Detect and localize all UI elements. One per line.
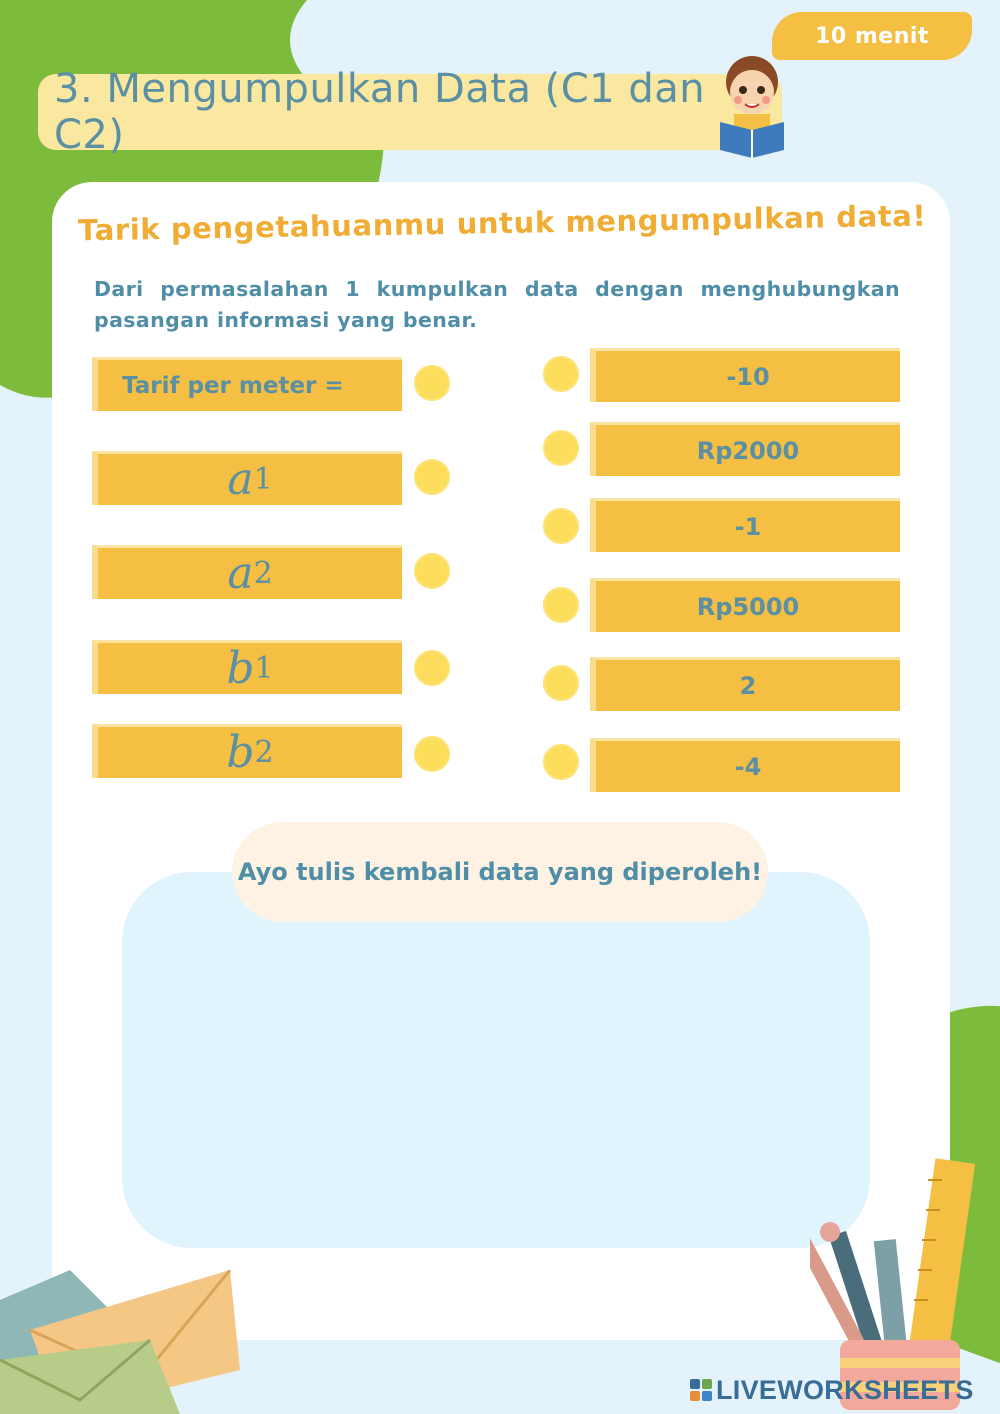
right-item-4[interactable]: Rp5000 xyxy=(590,578,900,632)
match-dot-left-4[interactable] xyxy=(414,650,450,686)
left-item-a1[interactable] xyxy=(92,451,402,505)
boy-reading-icon xyxy=(712,52,790,160)
right-item-6[interactable]: -4 xyxy=(590,738,900,792)
title-banner xyxy=(38,66,782,158)
right-item-3[interactable]: -1 xyxy=(590,498,900,552)
match-dot-left-2[interactable] xyxy=(414,459,450,495)
right-item-5[interactable]: 2 xyxy=(590,657,900,711)
match-dot-right-2[interactable] xyxy=(543,430,579,466)
right-item-1[interactable]: -10 xyxy=(590,348,900,402)
math-sub: 2 xyxy=(253,556,273,591)
math-sub: 1 xyxy=(254,651,274,686)
match-dot-left-1[interactable] xyxy=(414,365,450,401)
liveworksheets-brand[interactable] xyxy=(690,1374,974,1406)
math-sub: 2 xyxy=(254,735,274,770)
answer-input-area[interactable] xyxy=(122,872,870,1248)
envelope-icon xyxy=(0,1270,240,1414)
right-item-2[interactable]: Rp2000 xyxy=(590,422,900,476)
instruction-text: Dari permasalahan 1 kumpulkan data dengan menghubungkan pasangan informasi yang benar. xyxy=(94,277,900,332)
answer-prompt: Ayo tulis kembali data yang diperoleh! xyxy=(232,822,768,922)
liveworksheets-logo-icon xyxy=(690,1379,712,1401)
left-item-label: Tarif per meter = xyxy=(122,372,344,399)
math-var: b xyxy=(226,727,255,778)
match-dot-right-3[interactable] xyxy=(543,508,579,544)
time-badge: 10 menit xyxy=(772,12,972,60)
match-dot-left-5[interactable] xyxy=(414,736,450,772)
match-dot-right-6[interactable] xyxy=(543,744,579,780)
match-dot-left-3[interactable] xyxy=(414,553,450,589)
match-dot-right-5[interactable] xyxy=(543,665,579,701)
left-item-b2[interactable] xyxy=(92,724,402,778)
pencil-cup-icon xyxy=(810,1150,980,1410)
left-item-tarif[interactable] xyxy=(92,357,402,411)
math-var: a xyxy=(227,454,254,505)
left-item-b1[interactable] xyxy=(92,640,402,694)
section-heading: Tarik pengetahuanmu untuk mengumpulkan data! xyxy=(77,198,927,248)
math-var: a xyxy=(227,548,254,599)
page-title: 3. Mengumpulkan Data (C1 dan C2) xyxy=(54,66,706,158)
math-var: b xyxy=(226,643,255,694)
match-dot-right-4[interactable] xyxy=(543,587,579,623)
math-sub: 1 xyxy=(253,462,273,497)
left-item-a2[interactable] xyxy=(92,545,402,599)
brand-text: LIVEWORKSHEETS xyxy=(716,1374,974,1405)
match-dot-right-1[interactable] xyxy=(543,356,579,392)
